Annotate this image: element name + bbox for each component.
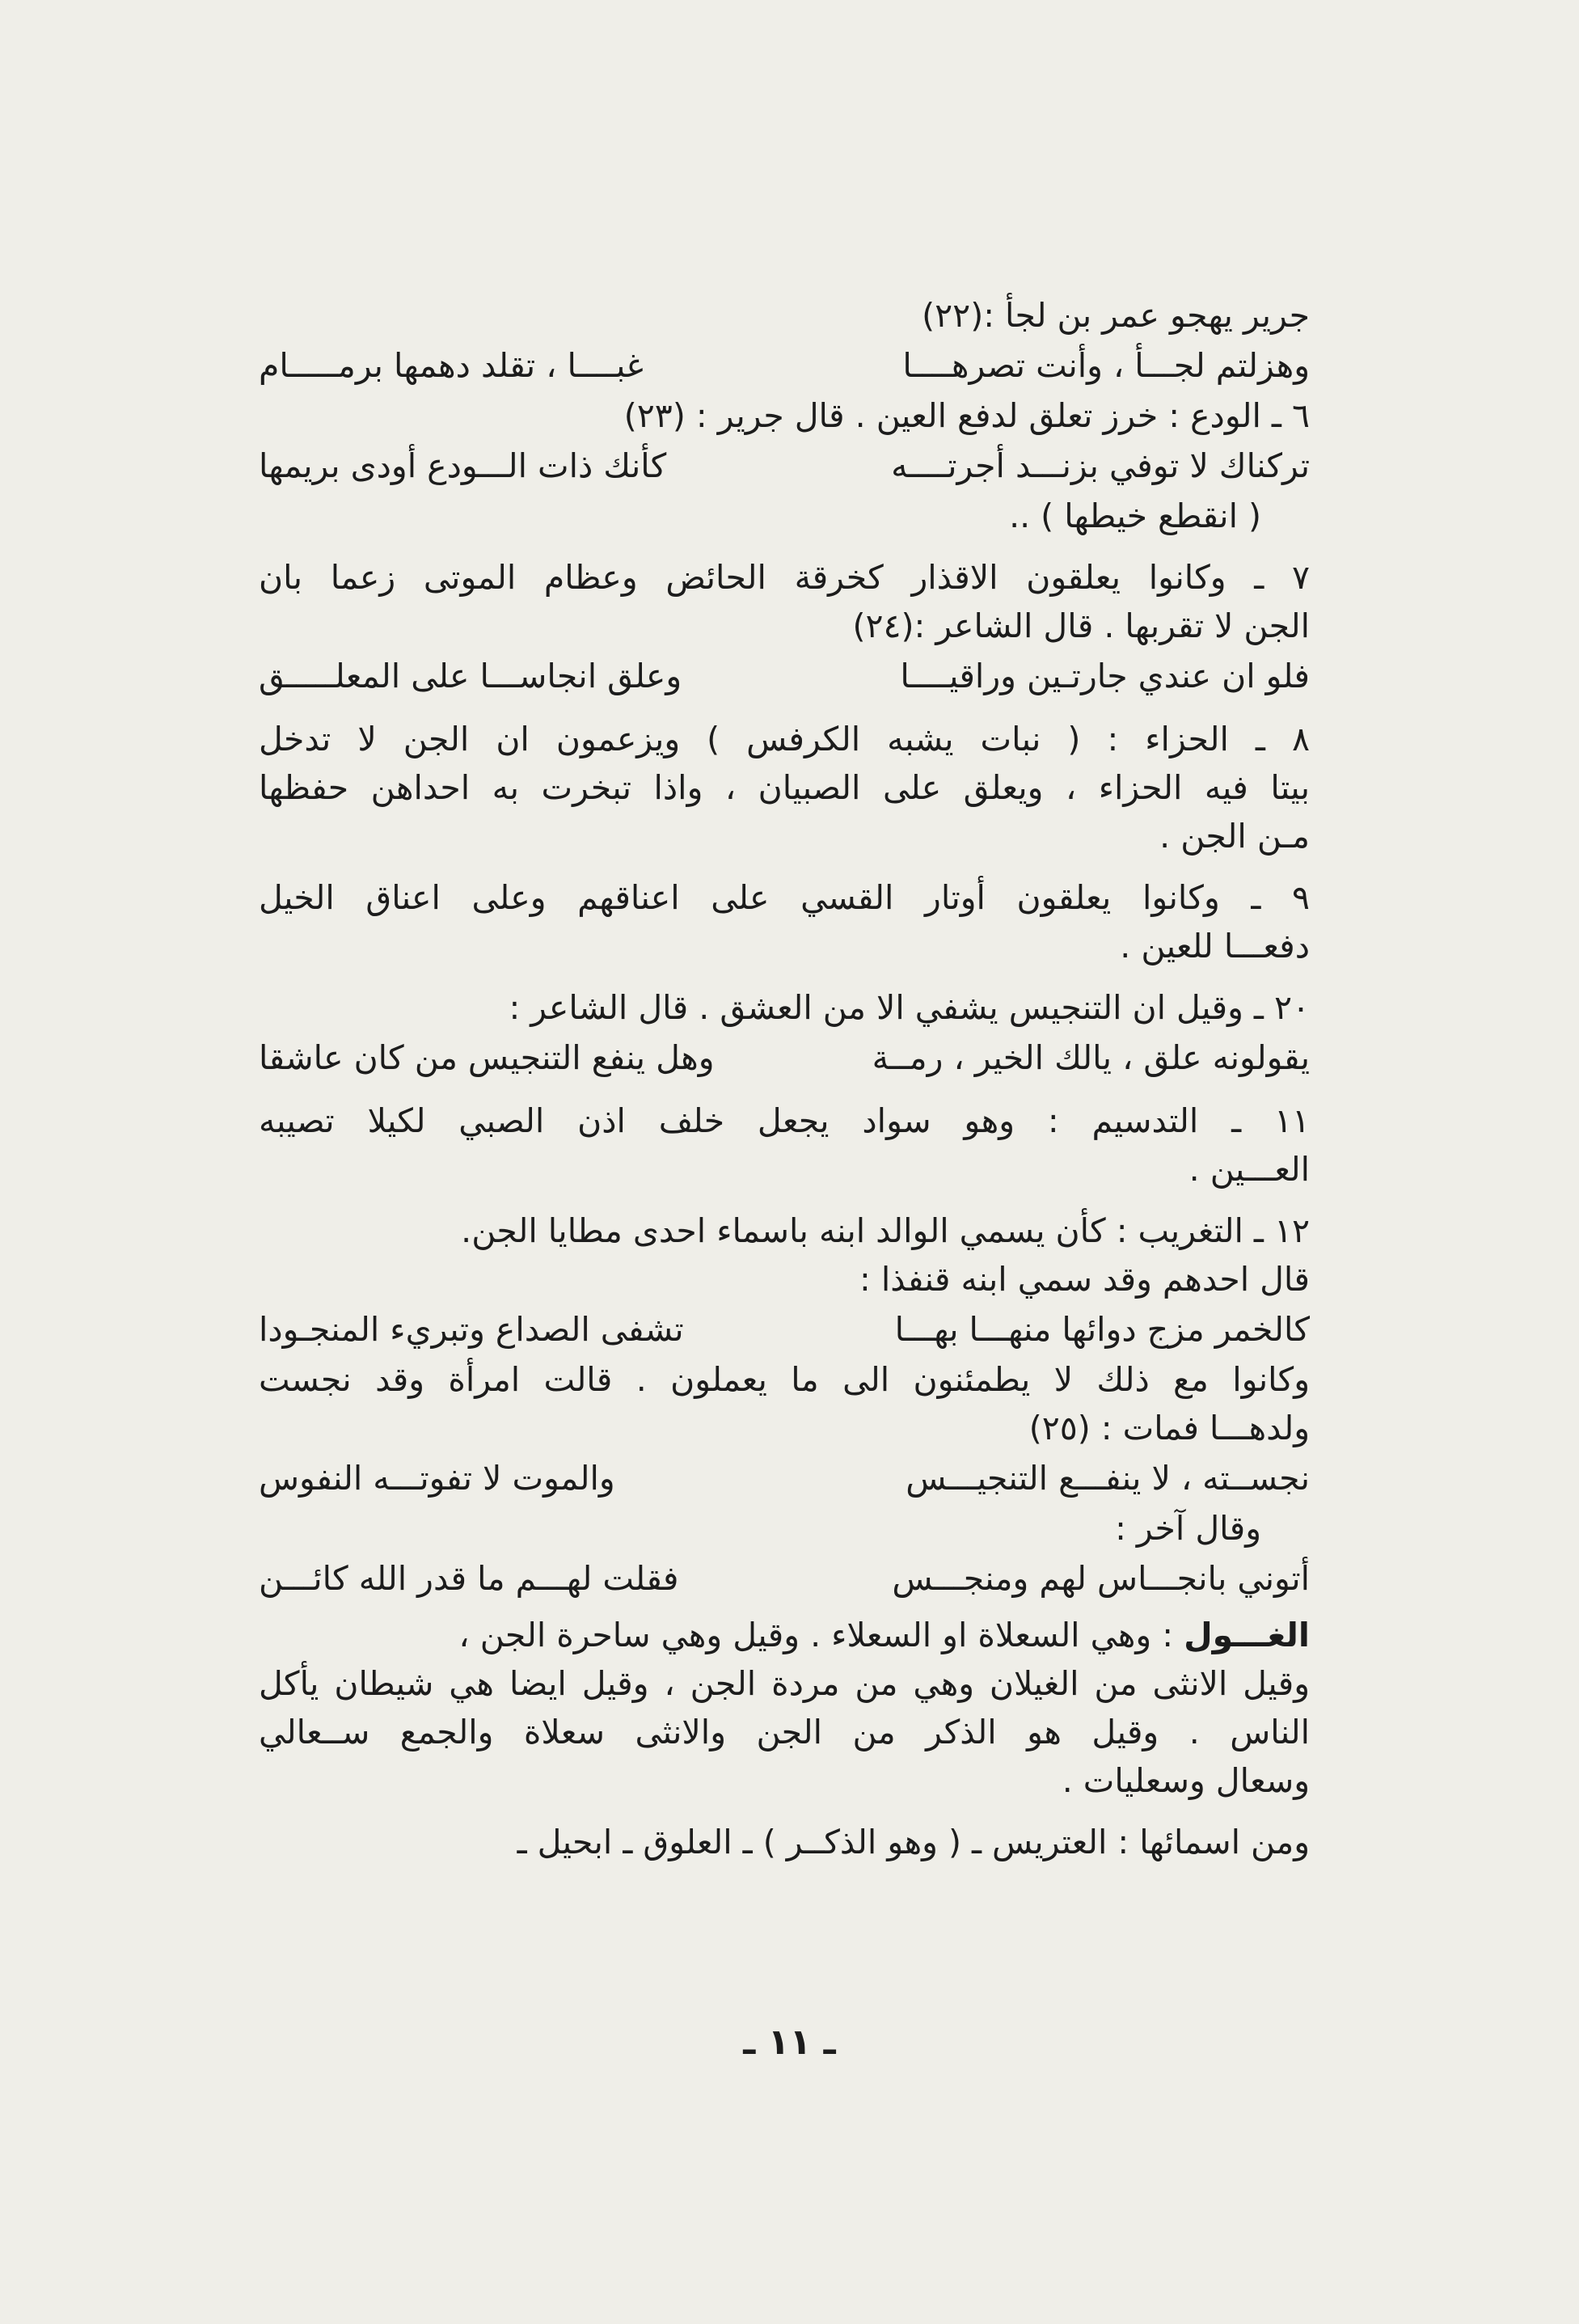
verse-second-hemistich: تشفى الصداع وتبريء المنجـودا <box>259 1310 684 1349</box>
verse-first-hemistich: يقولونه علق ، يالك الخير ، رمــة <box>872 1038 1310 1077</box>
text-line: ( انقطع خيطها ) .. <box>1009 496 1261 535</box>
text-line: وقيل الانثى من الغيلان وهي من مردة الجن ، وقيل ايضا هي شيطان يأكل <box>259 1664 1310 1703</box>
text-line: جرير يهجو عمر بن لجأ :(٢٢) <box>922 296 1310 335</box>
text-line: وسعال وسعليات . <box>1062 1761 1310 1800</box>
poem-verse <box>259 650 1310 702</box>
verse-second-hemistich: وعلق انجاســـا على المعلـــــق <box>259 657 682 695</box>
verse-second-hemistich: وهل ينفع التنجيس من كان عاشقا <box>259 1038 715 1077</box>
poem-verse <box>259 340 1310 391</box>
text-line: ٨ ـ الحزاء : ( نبات يشبه الكرفس ) ويزعمون ان الجن لا تدخل <box>259 720 1310 758</box>
text-line: ٩ ـ وكانوا يعلقون أوتار القسي على اعناقهم وعلى اعناق الخيل <box>259 878 1310 917</box>
text-line: ٦ ـ الودع : خرز تعلق لدفع العين . قال جرير : (٢٣) <box>623 396 1310 435</box>
text-line: ولدهـــا فمات : (٢٥) <box>1028 1409 1310 1447</box>
text-line: ومن اسمائها : العتريس ـ ( وهو الذكــر ) ـ العلوق ـ ابحيل ـ <box>517 1823 1310 1861</box>
page-number: ـ ١١ ـ <box>743 2022 836 2063</box>
text-line: ١٢ ـ التغريب : كأن يسمي الوالد ابنه باسماء احدى مطايا الجن. <box>461 1211 1310 1250</box>
text-line: وقال آخر : <box>1115 1509 1261 1548</box>
verse-first-hemistich: تركناك لا توفي بزنـــد أجرتــــه <box>891 446 1310 485</box>
verse-first-hemistich: نجســته ، لا ينفـــع التنجيـــس <box>906 1459 1310 1498</box>
verse-second-hemistich: غبــــا ، تقلد دهمها برمـــــام <box>259 346 644 385</box>
section-term-definition: : وهي السعلاة او السعلاء . وقيل وهي ساحرة الجن ، <box>458 1616 1184 1654</box>
text-line <box>259 1611 1310 1659</box>
verse-first-hemistich: فلو ان عندي جارتـين وراقيــــا <box>900 657 1310 695</box>
verse-second-hemistich: فقلت لهـــم ما قدر الله كائـــن <box>259 1559 679 1598</box>
text-line: قال احدهم وقد سمي ابنه قنفذا : <box>859 1260 1310 1299</box>
poem-verse <box>259 1304 1310 1355</box>
poem-verse <box>259 440 1310 492</box>
verse-first-hemistich: كالخمر مزج دوائها منهـــا بهـــا <box>894 1310 1310 1349</box>
poem-verse <box>259 1032 1310 1084</box>
text-line: دفعـــا للعين . <box>1120 927 1310 966</box>
section-term: الغـــول <box>1184 1616 1310 1654</box>
poem-verse <box>259 1452 1310 1504</box>
verse-second-hemistich: والموت لا تفوتـــه النفوس <box>259 1459 615 1498</box>
verse-first-hemistich: أتوني بانجـــاس لهم ومنجـــس <box>892 1559 1310 1598</box>
text-line: مـن الجن . <box>1159 817 1310 856</box>
text-line: وكانوا مع ذلك لا يطمئنون الى ما يعملون . قالت امرأة وقد نجست <box>259 1360 1310 1399</box>
text-line: العـــين . <box>1188 1150 1310 1189</box>
text-line: بيتا فيه الحزاء ، ويعلق على الصبيان ، واذا تبخرت به احداهن حفظها <box>259 768 1310 807</box>
verse-first-hemistich: وهزلتم لجـــأ ، وأنت تصرهــــا <box>902 346 1310 385</box>
text-line: الجن لا تقربها . قال الشاعر :(٢٤) <box>852 606 1310 645</box>
page-body <box>259 291 1310 1866</box>
text-line: ١١ ـ التدسيم : وهو سواد يجعل خلف اذن الصبي لكيلا تصيبه <box>259 1101 1310 1140</box>
poem-verse <box>259 1553 1310 1604</box>
verse-second-hemistich: كأنك ذات الـــودع أودى بريمها <box>259 446 667 485</box>
text-line: ٧ ـ وكانوا يعلقون الاقذار كخرقة الحائض وعظام الموتى زعما بان <box>259 558 1310 597</box>
text-line: ٢٠ ـ وقيل ان التنجيس يشفي الا من العشق . قال الشاعر : <box>509 988 1310 1027</box>
text-line: الناس . وقيل هو الذكر من الجن والانثى سعلاة والجمع ســعالي <box>259 1713 1310 1751</box>
